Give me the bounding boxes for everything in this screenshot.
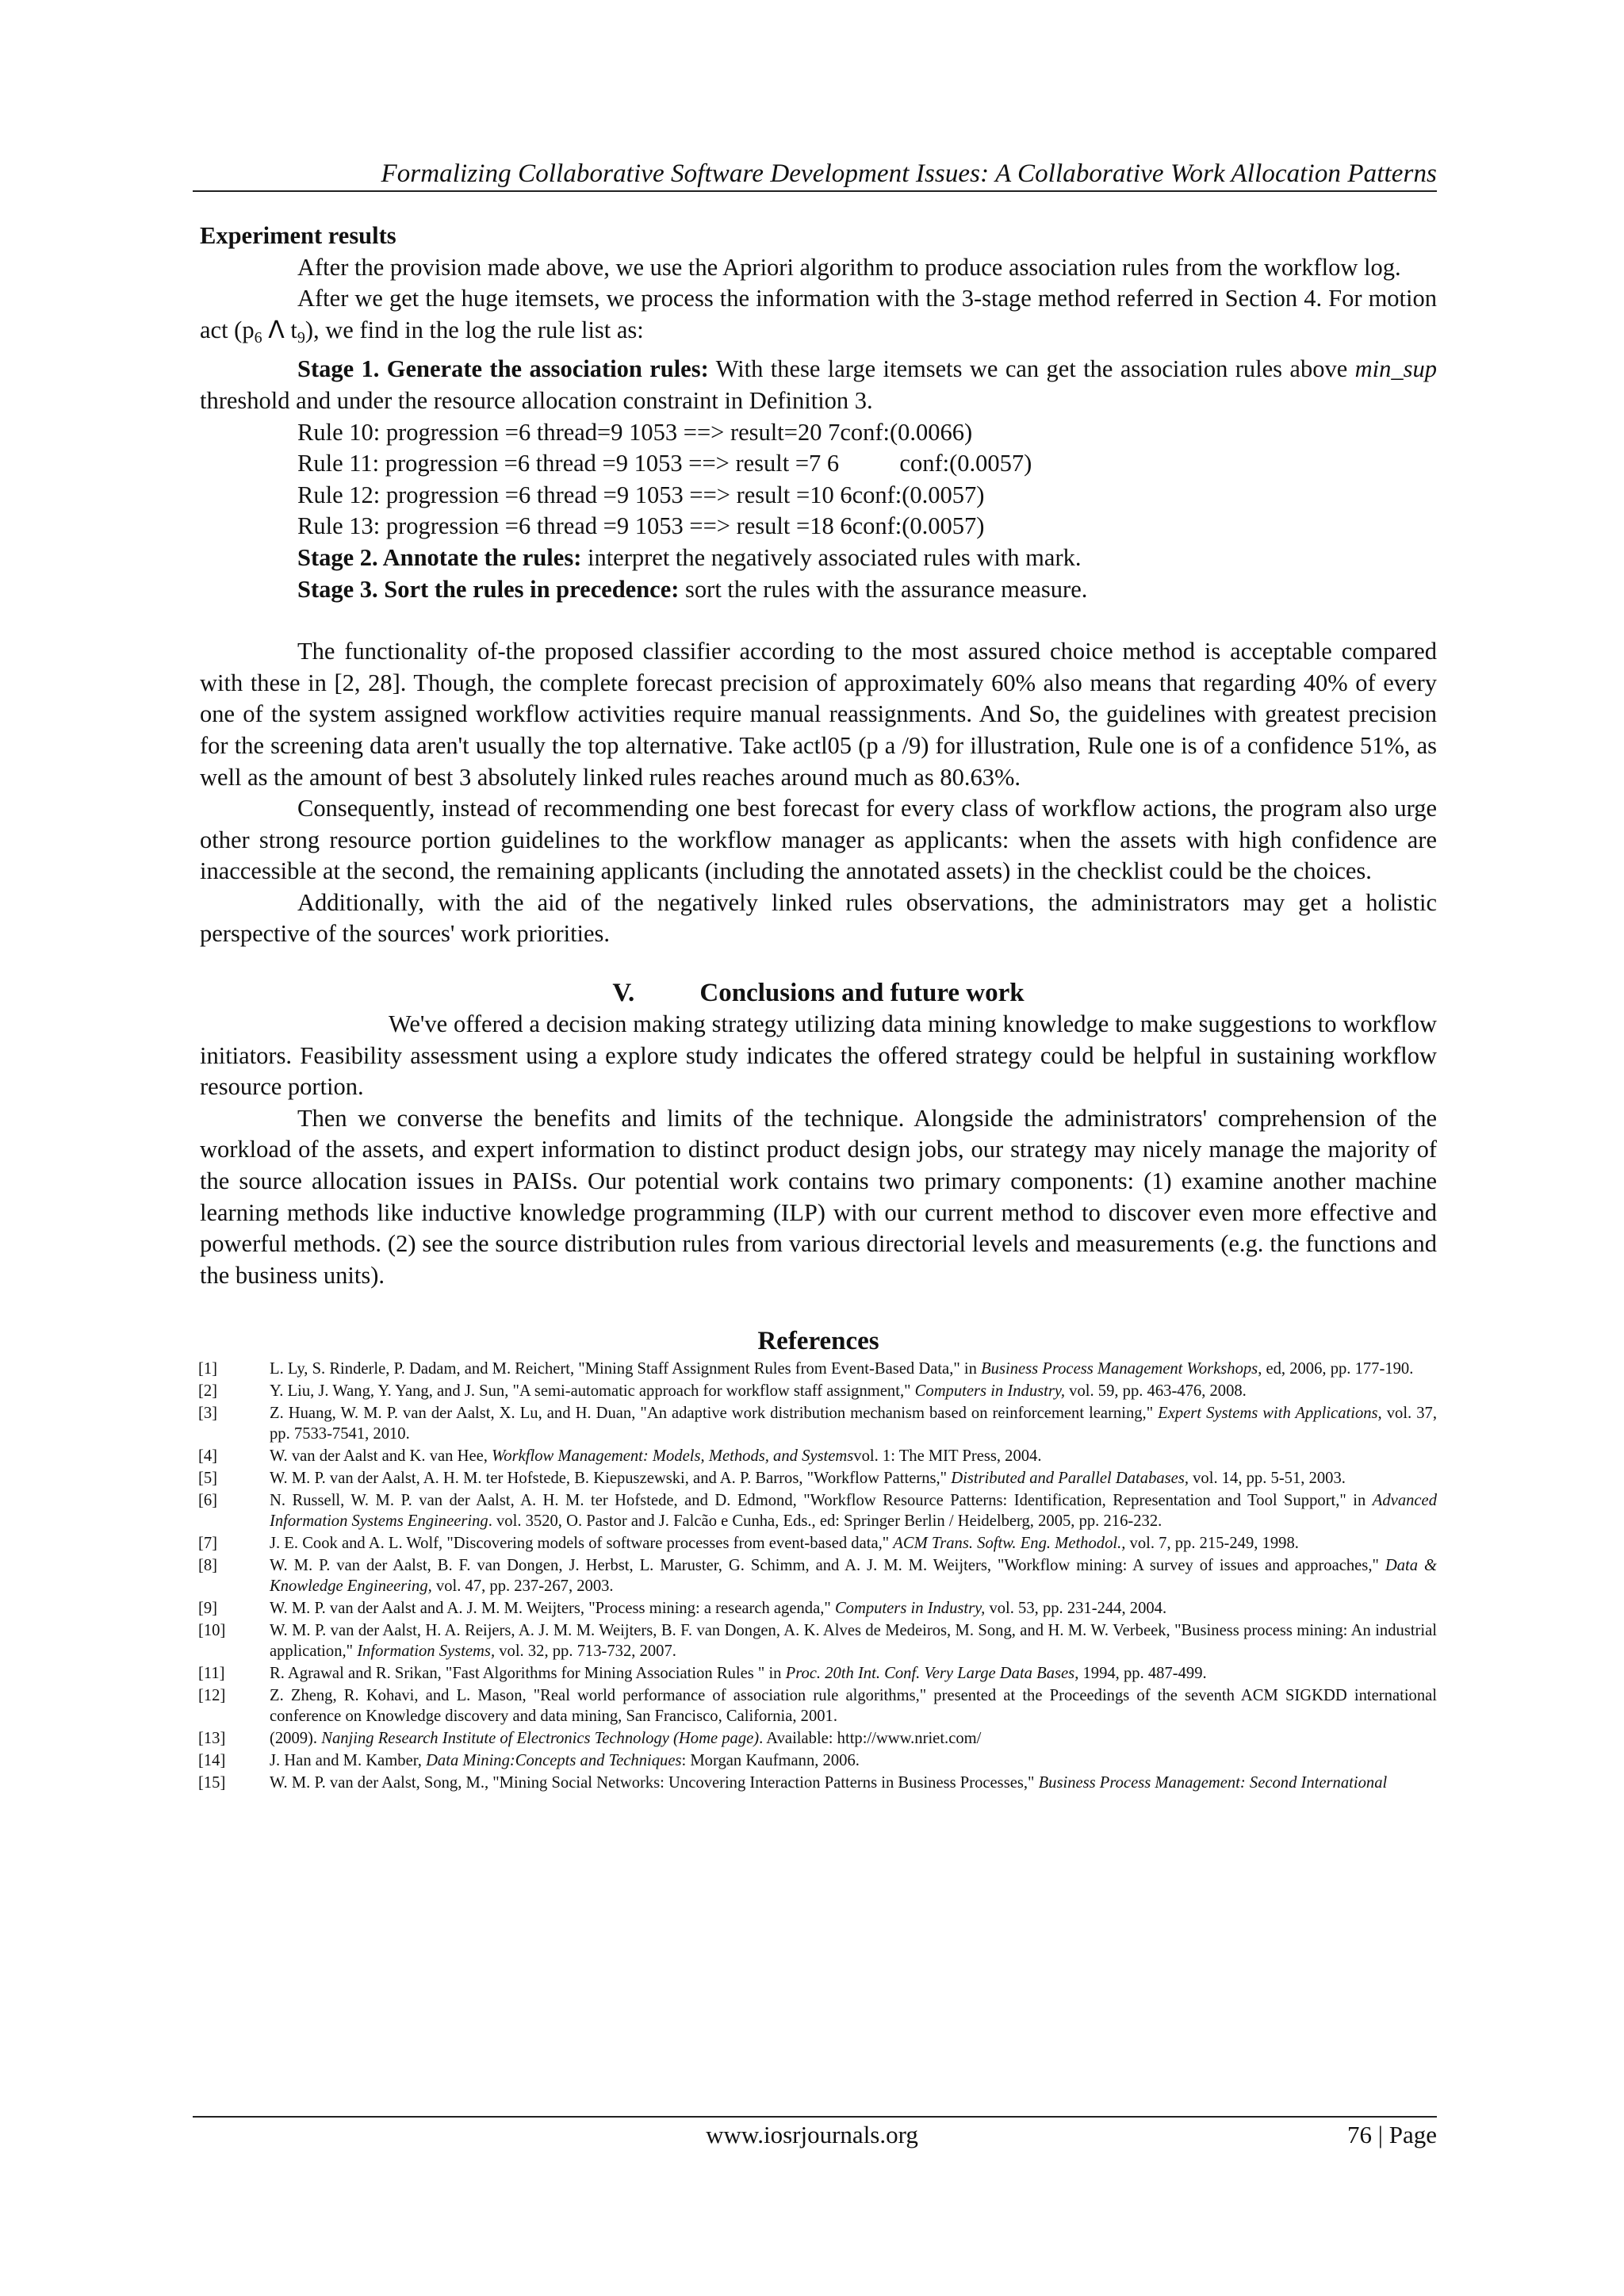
reference-authors-title: (2009). [270, 1730, 322, 1748]
conclusions-paragraph-2: Then we converse the benefits and limits of the technique. Alongside the administrators' comprehension of the workload of the assets, and expert information to distinct product design jobs, our strategy may nicely manage the majority of the source allocation issues in PAISs. Our potential work contains two primary components: (1) examine another machine learning methods like inductive knowledge programming (ILP) with our current method to discover even more effective and powerful methods. (2) see the source distribution rules from various directorial levels and measurements (e.g. the functions and the business units). [200, 1104, 1437, 1289]
reference-item [200, 1359, 1437, 1379]
reference-number: [4] [198, 1447, 218, 1466]
reference-details: , 1994, pp. 487-499. [1074, 1665, 1207, 1683]
reference-details: . vol. 3520, O. Pastor and J. Falcão e Cunha, Eds., ed: Springer Berlin / Heidelberg, 2005, pp. 216-232. [488, 1512, 1162, 1531]
reference-venue: Computers in Industry, [834, 1600, 986, 1618]
reference-details: vol. 53, pp. 231-244, 2004. [985, 1600, 1167, 1618]
reference-item [200, 1728, 1437, 1749]
footer-website: www.iosrjournals.org [706, 2121, 918, 2148]
rule-line: Rule 12: progression =6 thread =9 1053 ==> result =10 6conf:(0.0057) [297, 481, 985, 508]
reference-details: , ed, 2006, pp. 177-190. [1258, 1360, 1414, 1378]
reference-details: vol. 7, pp. 215-249, 1998. [1125, 1535, 1299, 1553]
reference-item [200, 1620, 1437, 1662]
variable-t: t [290, 316, 297, 343]
reference-authors-title: W. M. P. van der Aalst, H. A. Reijers, A. J. M. M. Weijters, B. F. van Dongen, A. K. Alves de Medeiros, M. Song, and H. M. W. Verbeek, "Business process mining: An industrial application," [270, 1622, 1437, 1661]
reference-authors-title: J. E. Cook and A. L. Wolf, "Discovering models of software processes from event-based data," [270, 1535, 894, 1553]
reference-item [200, 1685, 1437, 1727]
reference-authors-title: W. van der Aalst and K. van Hee, [270, 1447, 492, 1466]
min-sup-term: min_sup [1354, 355, 1437, 383]
reference-details: : Morgan Kaufmann, 2006. [681, 1752, 860, 1770]
experiment-paragraph-4: Consequently, instead of recommending one best forecast for every class of workflow actions, the program also urge other strong resource portion guidelines to the workflow manager as applicants: when the assets with high confidence are inaccessible at the second, the remaining applicants (including the annotated assets) in the checklist could be the choices. [200, 795, 1437, 885]
lambda-symbol: Λ [268, 316, 285, 344]
reference-venue: Expert Systems with Applications, [1158, 1405, 1382, 1423]
reference-item [200, 1446, 1437, 1466]
reference-text [270, 1381, 1437, 1401]
reference-authors-title: N. Russell, W. M. P. van der Aalst, A. H. M. ter Hofstede, and D. Edmond, "Workflow Resource Patterns: Identification, Representation and Tool Support," in [270, 1492, 1373, 1510]
stage-3-line [297, 574, 1437, 606]
stage-1-paragraph [200, 354, 1437, 416]
subscript: 9 [297, 328, 305, 347]
experiment-heading: Experiment results [200, 222, 396, 249]
reference-venue: Business Process Management Workshops [981, 1360, 1258, 1378]
reference-details: vol. 59, pp. 463-476, 2008. [1065, 1382, 1247, 1401]
reference-number: [1] [198, 1360, 218, 1378]
reference-list [200, 1359, 1437, 1793]
references-heading: References [757, 1327, 879, 1356]
running-title: Formalizing Collaborative Software Development Issues: A Collaborative Work Allocation Patterns [381, 159, 1437, 188]
experiment-paragraph-5: Additionally, with the aid of the negatively linked rules observations, the administrators may get a holistic perspective of the sources' work priorities. [200, 888, 1437, 948]
reference-text [270, 1446, 1437, 1466]
reference-text [270, 1533, 1437, 1554]
reference-number: [12] [198, 1687, 226, 1705]
reference-item [200, 1555, 1437, 1596]
stage-1-text: threshold and under the resource allocation constraint in Definition 3. [200, 386, 873, 414]
reference-authors-title: Y. Liu, J. Wang, Y. Yang, and J. Sun, "A semi-automatic approach for workflow staff assignment," [270, 1382, 915, 1401]
reference-item [200, 1773, 1437, 1793]
reference-authors-title: W. M. P. van der Aalst, B. F. van Dongen, J. Herbst, L. Maruster, G. Schimm, and A. J. M. M. Weijters, "Workflow mining: A survey of issues and approaches," [270, 1557, 1385, 1575]
reference-venue: Data Mining:Concepts and Techniques [426, 1752, 682, 1770]
reference-details: vol. 37, pp. 7533-7541, 2010. [270, 1405, 1437, 1443]
reference-venue: Data & Knowledge Engineering, [270, 1557, 1437, 1596]
reference-item [200, 1468, 1437, 1489]
reference-number: [6] [198, 1492, 218, 1510]
reference-text [270, 1750, 1437, 1771]
stage-1-label: Stage 1. Generate the association rules: [297, 355, 709, 383]
reference-venue: Workflow Management: Models, Methods, and Systems [492, 1447, 854, 1466]
reference-item [200, 1381, 1437, 1401]
reference-item [200, 1403, 1437, 1444]
reference-item [200, 1598, 1437, 1619]
paragraph-text: After we get the huge itemsets, we process the information with the 3-stage method referred in Section 4. For motion act (p [200, 285, 1437, 343]
reference-authors-title: Z. Huang, W. M. P. van der Aalst, X. Lu, and H. Duan, "An adaptive work distribution mechanism based on reinforcement learning," [270, 1405, 1159, 1423]
reference-authors-title: W. M. P. van der Aalst, Song, M., "Mining Social Networks: Uncovering Interaction Patterns in Business Processes," [270, 1774, 1039, 1792]
reference-number: [9] [198, 1600, 218, 1618]
reference-details: vol. 1: The MIT Press, 2004. [853, 1447, 1042, 1466]
reference-text [270, 1773, 1437, 1793]
reference-item [200, 1490, 1437, 1531]
reference-venue: Distributed and Parallel Databases, [951, 1470, 1189, 1488]
stage-2-label: Stage 2. Annotate the rules: [297, 543, 582, 571]
page-header [193, 155, 1437, 192]
reference-text [270, 1663, 1437, 1684]
reference-number: [2] [198, 1382, 218, 1401]
stage-2-text: interpret the negatively associated rules with mark. [581, 543, 1082, 571]
reference-venue: Proc. 20th Int. Conf. Very Large Data Bases [785, 1665, 1075, 1683]
reference-venue: Business Process Management: Second International [1038, 1774, 1388, 1792]
reference-number: [3] [198, 1405, 218, 1423]
reference-text [270, 1685, 1437, 1727]
reference-number: [14] [198, 1752, 226, 1770]
reference-text [270, 1728, 1437, 1749]
reference-authors-title: W. M. P. van der Aalst, A. H. M. ter Hofstede, B. Kiepuszewski, and A. P. Barros, "Workflow Patterns," [270, 1470, 952, 1488]
reference-number: [13] [198, 1730, 226, 1748]
page-body [200, 220, 1437, 1795]
stage-3-text: sort the rules with the assurance measure. [679, 575, 1088, 603]
reference-text [270, 1490, 1437, 1531]
reference-item [200, 1750, 1437, 1771]
reference-text [270, 1620, 1437, 1662]
rule-line: Rule 13: progression =6 thread =9 1053 ==> result =18 6conf:(0.0057) [297, 512, 985, 540]
reference-details: . Available: http://www.nriet.com/ [759, 1730, 982, 1748]
reference-number: [8] [198, 1557, 218, 1575]
section-heading-conclusions [200, 977, 1437, 1009]
footer-rule [193, 2116, 1437, 2118]
reference-authors-title: L. Ly, S. Rinderle, P. Dadam, and M. Reichert, "Mining Staff Assignment Rules from Event-Based Data," in [270, 1360, 982, 1378]
reference-number: [11] [198, 1665, 225, 1683]
reference-item [200, 1533, 1437, 1554]
paragraph-text: ), we find in the log the rule list as: [304, 316, 644, 343]
reference-authors-title: R. Agrawal and R. Srikan, "Fast Algorithms for Mining Association Rules " in [270, 1665, 786, 1683]
experiment-paragraph-2 [200, 283, 1437, 354]
experiment-paragraph-1: After the provision made above, we use the Apriori algorithm to produce association rules from the workflow log. [297, 253, 1401, 281]
reference-number: [7] [198, 1535, 218, 1553]
reference-item [200, 1663, 1437, 1684]
reference-venue: Nanjing Research Institute of Electronics Technology (Home page) [321, 1730, 760, 1748]
section-number: V. [612, 979, 635, 1008]
reference-details: vol. 32, pp. 713-732, 2007. [495, 1642, 676, 1661]
reference-text [270, 1598, 1437, 1619]
reference-venue: Computers in Industry, [914, 1382, 1066, 1401]
stage-2-line [297, 542, 1437, 574]
stage-3-label: Stage 3. Sort the rules in precedence: [297, 575, 680, 603]
reference-details: vol. 14, pp. 5-51, 2003. [1188, 1470, 1346, 1488]
conclusions-paragraph-1: We've offered a decision making strategy utilizing data mining knowledge to make suggestions to workflow initiators. Feasibility assessment using a explore study indicates the offered strategy could be helpful in sustaining workflow resource portion. [200, 1010, 1437, 1101]
reference-number: [10] [198, 1622, 226, 1640]
reference-authors-title: J. Han and M. Kamber, [270, 1752, 427, 1770]
reference-details: vol. 47, pp. 237-267, 2003. [431, 1577, 614, 1596]
reference-venue: ACM Trans. Softw. Eng. Methodol., [893, 1535, 1126, 1553]
reference-authors-title: Z. Zheng, R. Kohavi, and L. Mason, "Real world performance of association rule algorithms," presented at the Proceedings of the seventh ACM SIGKDD international conference on Knowledge discovery and data mining, San Francisco, California, 2001. [270, 1687, 1437, 1726]
reference-text [270, 1555, 1437, 1596]
reference-text [270, 1468, 1437, 1489]
reference-number: [15] [198, 1774, 226, 1792]
subscript: 6 [254, 328, 262, 347]
reference-venue: Information Systems, [357, 1642, 496, 1661]
rule-line: Rule 10: progression =6 thread=9 1053 ==> result=20 7conf:(0.0066) [297, 418, 973, 446]
reference-authors-title: W. M. P. van der Aalst and A. J. M. M. Weijters, "Process mining: a research agenda," [270, 1600, 835, 1618]
reference-text [270, 1359, 1437, 1379]
reference-venue: Advanced Information Systems Engineering [270, 1492, 1437, 1531]
footer-page-number: 76 | Page [1347, 2121, 1437, 2148]
reference-text [270, 1403, 1437, 1444]
stage-1-text: With these large itemsets we can get the association rules above [708, 355, 1355, 383]
experiment-paragraph-3: The functionality of-the proposed classifier according to the most assured choice method is acceptable compared with these in [2, 28]. Though, the complete forecast precision of approximately 60% also means that regarding 40% of every one of the system assigned workflow activities require manual reassignments. And So, the guidelines with greatest precision for the screening data aren't usually the top alternative. Take actl05 (p a /9) for illustration, Rule one is of a confidence 51%, as well as the amount of best 3 absolutely linked rules reaches around much as 80.63%. [200, 638, 1437, 791]
section-title: Conclusions and future work [699, 979, 1025, 1008]
rule-line: Rule 11: progression =6 thread =9 1053 ==> result =7 6 conf:(0.0057) [297, 450, 1032, 477]
reference-number: [5] [198, 1470, 218, 1488]
